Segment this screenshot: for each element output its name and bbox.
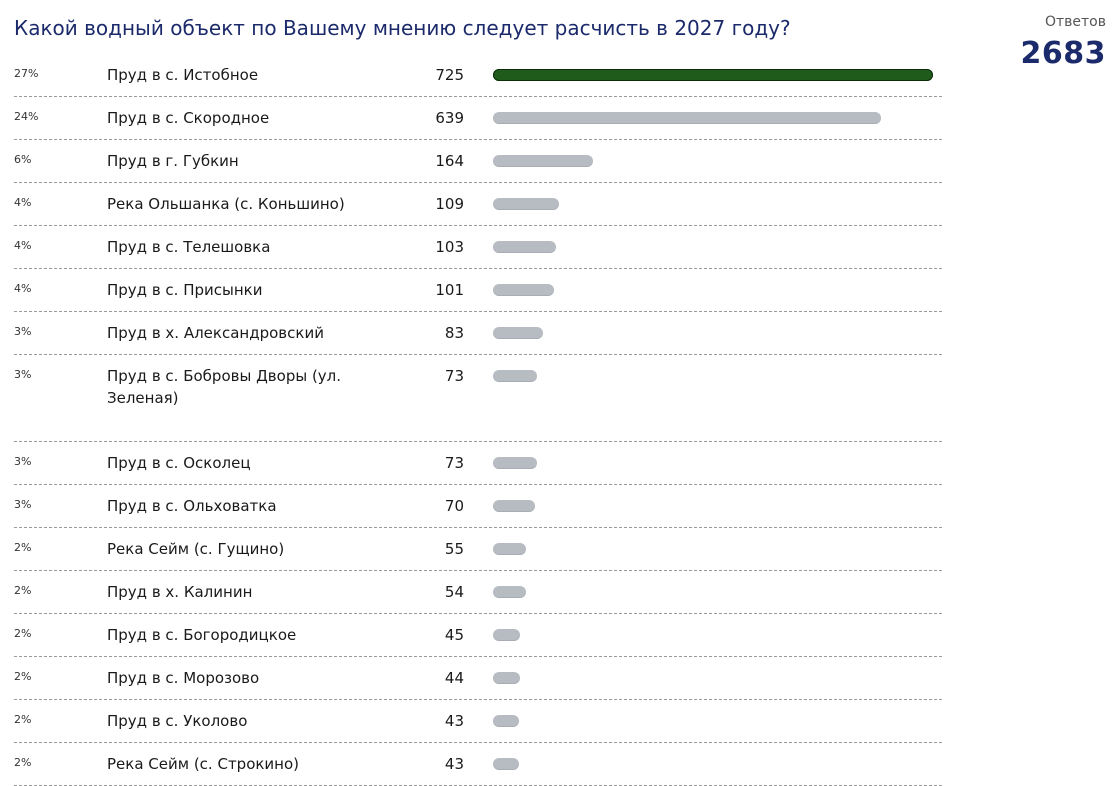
- result-row: [14, 442, 942, 485]
- result-bar-track: [493, 457, 933, 469]
- result-count: 73: [444, 367, 464, 385]
- result-percent: 2%: [14, 670, 32, 683]
- result-bar-track: [493, 758, 933, 770]
- result-row: [14, 269, 942, 312]
- result-label: Пруд в с. Богородицкое: [107, 626, 297, 644]
- result-label: Пруд в с. Ольховатка: [107, 497, 277, 515]
- result-count: 44: [444, 669, 464, 687]
- result-percent: 3%: [14, 325, 32, 338]
- result-count: 103: [435, 238, 464, 256]
- result-bar-track: [493, 155, 933, 167]
- result-percent: 27%: [14, 67, 39, 80]
- result-row: [14, 355, 942, 442]
- result-count: 101: [435, 281, 464, 299]
- result-bar-track: [493, 586, 933, 598]
- result-percent: 2%: [14, 584, 32, 597]
- result-label: Река Сейм (с. Гущино): [107, 540, 285, 558]
- result-bar-track: [493, 672, 933, 684]
- result-percent: 3%: [14, 498, 32, 511]
- result-count: 73: [444, 454, 464, 472]
- result-count: 164: [435, 152, 464, 170]
- result-row: [14, 140, 942, 183]
- result-bar: [493, 543, 526, 555]
- result-bar-track: [493, 112, 933, 124]
- result-bar: [493, 586, 526, 598]
- result-label: Пруд в с. Бобровы Дворы (ул. Зеленая): [107, 367, 342, 407]
- result-row: [14, 571, 942, 614]
- result-bar-track: [493, 198, 933, 210]
- result-bar-track: [493, 370, 933, 382]
- poll-question: Какой водный объект по Вашему мнению следует расчисть в 2027 году?: [14, 16, 791, 40]
- result-row: [14, 743, 942, 786]
- result-label: Пруд в с. Присынки: [107, 281, 263, 299]
- result-label: Пруд в с. Осколец: [107, 454, 251, 472]
- answers-summary: [1021, 14, 1107, 71]
- result-percent: 3%: [14, 368, 32, 381]
- result-row: [14, 97, 942, 140]
- result-bar-track: [493, 284, 933, 296]
- result-count: 725: [435, 66, 464, 84]
- result-label: Пруд в г. Губкин: [107, 152, 239, 170]
- result-bar-track: [493, 543, 933, 555]
- result-bar: [493, 241, 556, 253]
- result-bar: [493, 284, 554, 296]
- result-bar: [493, 672, 520, 684]
- result-percent: 3%: [14, 455, 32, 468]
- result-row: [14, 485, 942, 528]
- result-label: Пруд в с. Скородное: [107, 109, 270, 127]
- result-percent: 4%: [14, 282, 32, 295]
- answers-label: Ответов: [1044, 14, 1106, 30]
- result-bar: [493, 327, 543, 339]
- result-percent: 4%: [14, 196, 32, 209]
- result-percent: 4%: [14, 239, 32, 252]
- result-bar: [493, 629, 520, 641]
- result-row: [14, 183, 942, 226]
- result-label: Река Сейм (с. Строкино): [107, 755, 300, 773]
- result-label: Пруд в с. Уколово: [107, 712, 248, 730]
- result-label: Река Ольшанка (с. Коньшино): [107, 195, 345, 213]
- result-row: [14, 657, 942, 700]
- result-row: [14, 226, 942, 269]
- result-bar: [493, 69, 933, 81]
- results-list: [14, 54, 942, 786]
- result-bar-track: [493, 715, 933, 727]
- result-bar-track: [493, 327, 933, 339]
- result-bar-track: [493, 69, 933, 81]
- result-count: 83: [444, 324, 464, 342]
- result-bar: [493, 758, 519, 770]
- result-count: 109: [435, 195, 464, 213]
- result-row: [14, 614, 942, 657]
- result-percent: 24%: [14, 110, 39, 123]
- result-label: Пруд в с. Телешовка: [107, 238, 271, 256]
- result-row: [14, 54, 942, 97]
- result-bar-track: [493, 629, 933, 641]
- result-count: 43: [444, 755, 464, 773]
- result-bar-track: [493, 241, 933, 253]
- result-percent: 2%: [14, 541, 32, 554]
- result-label: Пруд в х. Александровский: [107, 324, 324, 342]
- result-bar: [493, 715, 519, 727]
- result-row: [14, 312, 942, 355]
- result-count: 70: [444, 497, 464, 515]
- answers-count: 2683: [1020, 36, 1106, 71]
- result-percent: 2%: [14, 627, 32, 640]
- result-percent: 2%: [14, 713, 32, 726]
- result-bar: [493, 370, 537, 382]
- result-row: [14, 700, 942, 743]
- result-count: 639: [435, 109, 464, 127]
- result-count: 45: [444, 626, 464, 644]
- result-percent: 2%: [14, 756, 32, 769]
- result-label: Пруд в х. Калинин: [107, 583, 253, 601]
- result-bar: [493, 112, 881, 124]
- result-count: 54: [444, 583, 464, 601]
- result-count: 43: [444, 712, 464, 730]
- result-bar: [493, 457, 537, 469]
- result-bar: [493, 198, 559, 210]
- result-bar: [493, 155, 593, 167]
- result-bar: [493, 500, 535, 512]
- result-label: Пруд в с. Морозово: [107, 669, 260, 687]
- result-bar-track: [493, 500, 933, 512]
- result-row: [14, 528, 942, 571]
- result-count: 55: [444, 540, 464, 558]
- result-label: Пруд в с. Истобное: [107, 66, 259, 84]
- result-percent: 6%: [14, 153, 32, 166]
